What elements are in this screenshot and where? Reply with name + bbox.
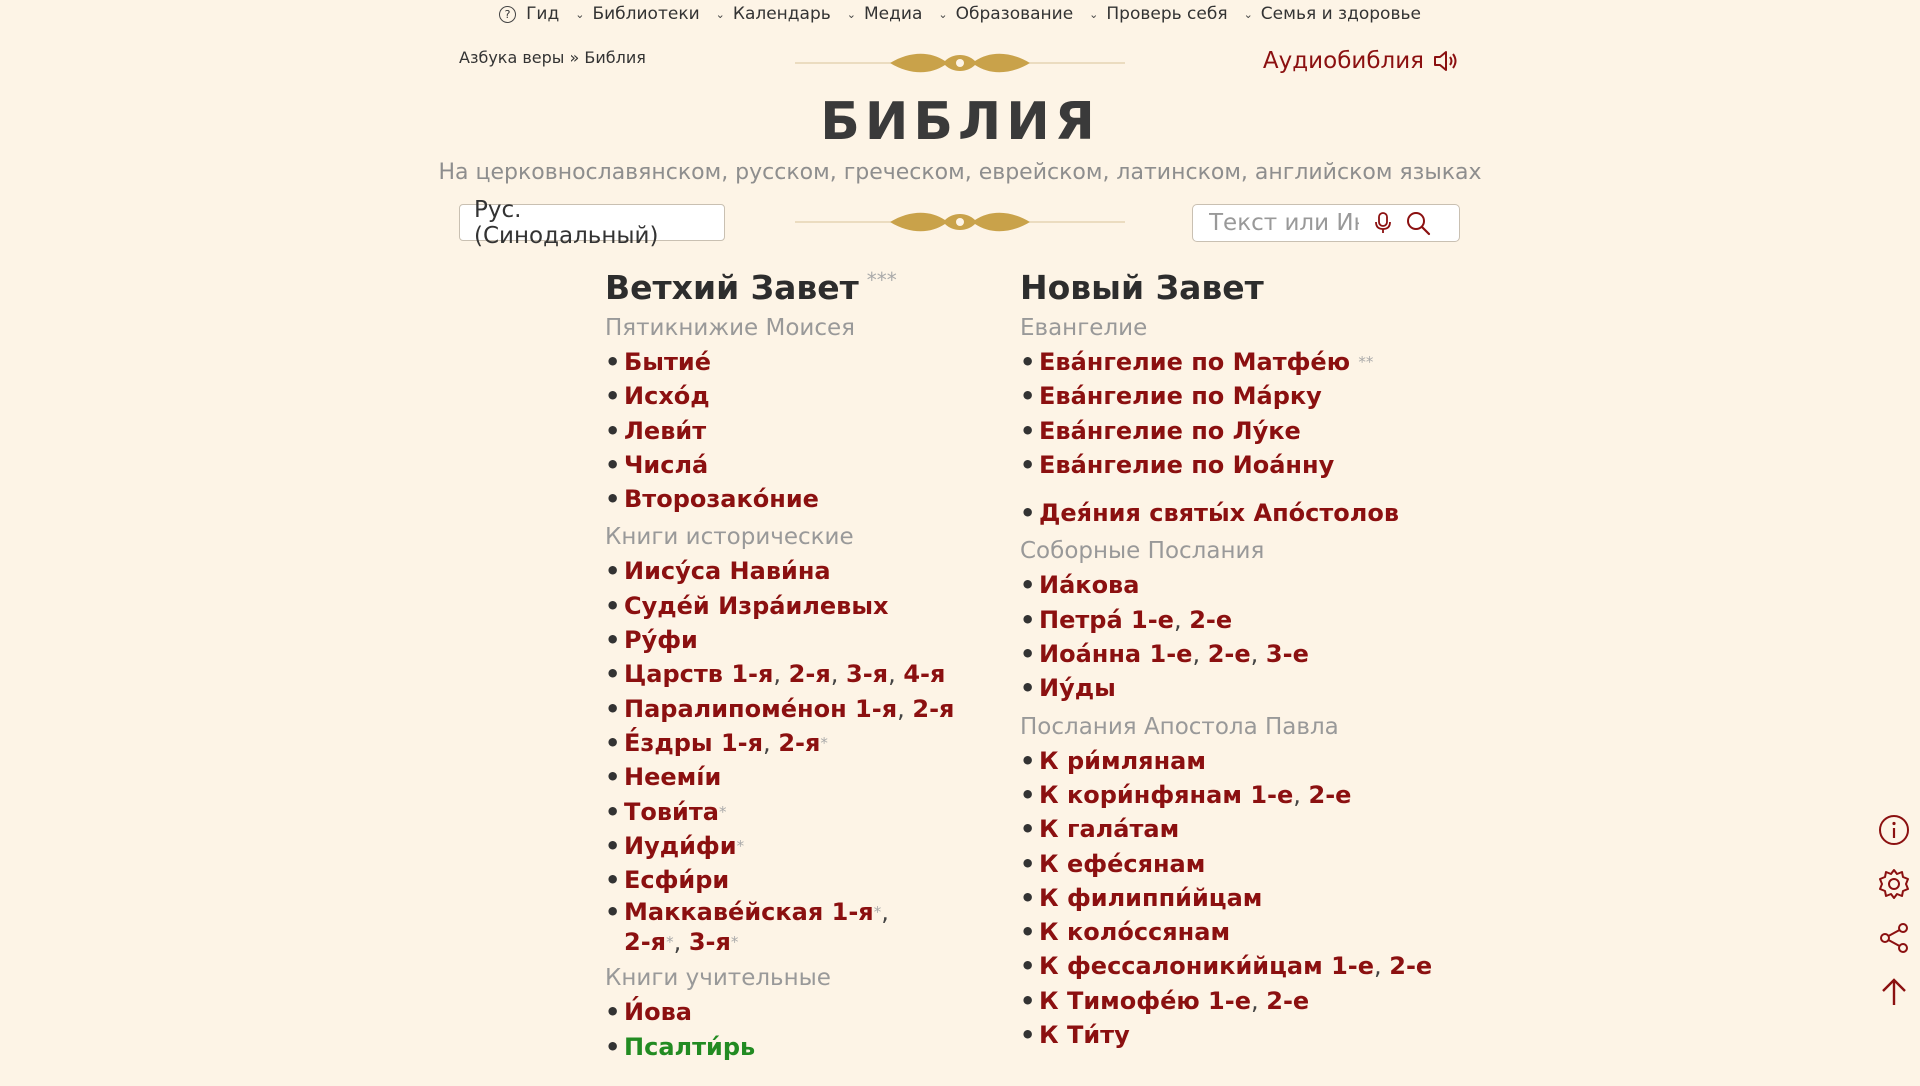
book-link[interactable]: Бытие́ <box>624 348 711 376</box>
non-canonical-star: * <box>730 933 739 952</box>
list-item: • Петра́ 1-е, 2-е <box>1020 603 1440 637</box>
book-link[interactable]: Иису́са Нави́на <box>624 557 831 586</box>
book-part-link[interactable]: 2-я <box>912 694 955 723</box>
book-part: 1-я <box>831 898 874 927</box>
book-link[interactable] <box>1039 606 1174 634</box>
list-item <box>1020 379 1440 413</box>
new-testament-column <box>1020 268 1440 1052</box>
book-link[interactable]: Тови́та <box>624 797 719 826</box>
nav-item-label: Образование <box>955 4 1074 24</box>
book-list-gospels <box>1020 345 1440 482</box>
chevron-down-icon: ⌄ <box>938 7 948 21</box>
book-part: 1-я <box>731 660 774 689</box>
new-testament-title: Новый Завет <box>1020 268 1264 307</box>
breadcrumb <box>459 48 646 67</box>
section-title-pentateuch: Пятикнижие Моисея <box>605 315 855 341</box>
section-title-historical: Книги исторические <box>605 524 854 551</box>
nav-item-libraries[interactable] <box>575 4 699 24</box>
list-item: • К Тимофе́ю 1-е, 2-е <box>1020 984 1440 1018</box>
list-item <box>1020 414 1440 448</box>
book-part-link[interactable]: 2-я <box>624 928 667 957</box>
list-item <box>1020 847 1440 881</box>
list-item <box>1020 915 1440 949</box>
old-testament-heading <box>605 268 995 307</box>
section-title-wisdom: Книги учительные <box>605 965 831 992</box>
book-link[interactable]: Есфи́ри <box>624 866 730 895</box>
book-link[interactable]: Ева́нгелие по Иоа́нну <box>1039 450 1335 479</box>
audio-bible-link[interactable] <box>1263 48 1460 74</box>
translation-select[interactable] <box>459 196 725 249</box>
search-input[interactable] <box>1207 209 1361 237</box>
gear-icon <box>1877 867 1911 901</box>
book-link[interactable]: Исхо́д <box>624 382 710 411</box>
list-item <box>605 482 995 516</box>
book-link[interactable]: Ева́нгелие по Ма́рку <box>1039 382 1322 411</box>
scroll-top-button[interactable] <box>1876 974 1912 1010</box>
book-part: 1-е <box>1131 605 1174 634</box>
list-item <box>1020 568 1440 602</box>
list-item <box>605 863 995 897</box>
translation-selected-value: Рус. (Синодальный) <box>474 196 659 249</box>
book-list-wisdom <box>605 995 995 1064</box>
chevron-down-icon: ⌄ <box>1243 7 1253 21</box>
section-title-gospels: Евангелие <box>1020 315 1148 341</box>
list-item: • Е́здры 1-я, 2-я* <box>605 726 995 760</box>
old-testament-stars: *** <box>866 268 897 292</box>
nav-item-education[interactable] <box>938 4 1073 24</box>
non-canonical-star: * <box>736 836 745 855</box>
list-item: • Иоа́нна 1-е, 2-е, 3-е <box>1020 637 1440 671</box>
list-item <box>605 760 995 794</box>
book-part-link[interactable]: 3-я <box>688 928 731 957</box>
nav-item-test-yourself[interactable] <box>1089 4 1227 24</box>
book-part-link[interactable]: 2-е <box>1189 605 1233 634</box>
book-link[interactable]: К коло́ссянам <box>1039 918 1231 947</box>
nav-item-family-health[interactable] <box>1244 4 1421 24</box>
list-item <box>605 345 995 379</box>
book-part-link[interactable]: 3-я <box>846 660 889 689</box>
book-link[interactable]: И́ова <box>624 998 692 1027</box>
nav-item-guide[interactable] <box>499 4 559 24</box>
share-icon <box>1877 921 1911 955</box>
nav-item-calendar[interactable] <box>716 4 831 24</box>
book-link[interactable]: Второзако́ние <box>624 485 819 514</box>
nav-item-label: Библиотеки <box>592 4 700 24</box>
book-link[interactable] <box>1039 640 1192 668</box>
nav-item-label: Календарь <box>732 4 831 24</box>
list-item: • Паралипоме́нон 1-я, 2-я <box>605 692 995 726</box>
chevron-down-icon: ⌄ <box>846 7 857 21</box>
arrow-up-icon <box>1877 975 1911 1009</box>
list-item <box>605 448 995 482</box>
old-testament-column <box>605 268 995 1064</box>
search-icon[interactable] <box>1405 210 1431 236</box>
nav-item-label: Семья и здоровье <box>1260 4 1421 24</box>
book-part: 1-я <box>855 694 898 723</box>
book-link[interactable]: Иа́кова <box>1039 571 1140 600</box>
list-item <box>605 829 995 863</box>
book-name: Петра́ <box>1039 605 1123 634</box>
non-canonical-star: * <box>873 903 882 922</box>
list-item <box>605 995 995 1029</box>
list-item <box>605 414 995 448</box>
share-button[interactable] <box>1876 920 1912 956</box>
nav-item-label: Гид <box>526 4 560 24</box>
book-link[interactable] <box>624 729 763 757</box>
nav-item-label: Медиа <box>864 4 923 24</box>
list-item <box>605 589 995 623</box>
list-item <box>1020 881 1440 915</box>
search-box <box>1192 204 1460 242</box>
book-link[interactable]: К ри́млянам <box>1039 746 1206 775</box>
book-part: 1-е <box>1331 952 1374 981</box>
top-navigation <box>0 0 1920 28</box>
section-title-catholic-epistles: Соборные Послания <box>1020 538 1265 565</box>
book-link[interactable] <box>624 660 773 688</box>
book-link[interactable] <box>1039 781 1293 809</box>
book-link[interactable]: Леви́т <box>624 416 707 445</box>
book-link[interactable] <box>1039 952 1374 980</box>
list-item <box>605 623 995 657</box>
book-part: 1-е <box>1208 986 1251 1015</box>
book-part-link[interactable]: 3-е <box>1265 640 1309 669</box>
list-item <box>1020 345 1440 379</box>
non-canonical-star: * <box>666 933 674 952</box>
book-name: К фессалоники́йцам <box>1039 952 1323 981</box>
info-icon <box>1877 813 1911 847</box>
book-part-link[interactable]: 4-я <box>903 660 946 689</box>
breadcrumb-separator: » <box>569 48 580 67</box>
book-link[interactable]: Ева́нгелие по Матфе́ю <box>1039 348 1351 376</box>
book-link[interactable]: Ева́нгелие по Лу́ке <box>1039 416 1301 445</box>
book-name: К кори́нфянам <box>1039 780 1242 809</box>
breadcrumb-home-link[interactable]: Азбука веры <box>459 48 565 67</box>
info-button[interactable] <box>1876 812 1912 848</box>
list-item <box>1020 1018 1440 1052</box>
book-name: Царств <box>624 660 723 689</box>
non-canonical-star: * <box>718 802 727 821</box>
book-link[interactable]: Суде́й Изра́илевых <box>624 591 889 620</box>
book-link[interactable] <box>1039 987 1251 1015</box>
page-title: БИБЛИЯ <box>820 92 1100 152</box>
list-item <box>1020 671 1440 705</box>
ornament-divider-icon <box>795 207 1125 237</box>
list-item: • К фессалоники́йцам 1-е, 2-е <box>1020 949 1440 983</box>
book-list-historical <box>605 554 995 957</box>
book-link[interactable]: Числа́ <box>624 450 709 479</box>
book-link[interactable]: К ефе́сянам <box>1039 849 1206 878</box>
chevron-down-icon: ⌄ <box>715 7 725 21</box>
chevron-down-icon: ⌄ <box>1089 7 1099 21</box>
book-name: К Тимофе́ю <box>1039 986 1200 1015</box>
book-part-link[interactable]: 2-я <box>778 728 821 757</box>
list-item: • Маккаве́йская 1-я*, 2-я*, 3-я* <box>605 897 995 957</box>
book-link[interactable]: К филиппи́йцам <box>1039 883 1263 912</box>
book-link[interactable]: Иу́ды <box>1039 674 1116 703</box>
book-part-link[interactable]: 2-я <box>788 660 831 689</box>
list-item <box>1020 744 1440 778</box>
book-list-acts <box>1020 496 1440 530</box>
microphone-icon[interactable] <box>1373 211 1393 235</box>
ornament-divider-icon <box>795 48 1125 78</box>
list-item <box>605 379 995 413</box>
book-link[interactable] <box>624 695 897 723</box>
page-subtitle: На церковнославянском, русском, греческом, еврейском, латинском, английском языках <box>438 160 1482 185</box>
book-part-link[interactable]: 2-е <box>1389 952 1433 981</box>
book-list-pentateuch <box>605 345 995 516</box>
list-item <box>1020 812 1440 846</box>
list-item: • К кори́нфянам 1-е, 2-е <box>1020 778 1440 812</box>
old-testament-title: Ветхий Завет <box>605 268 859 307</box>
settings-button[interactable] <box>1876 866 1912 902</box>
nav-item-label: Проверь себя <box>1106 4 1228 24</box>
breadcrumb-current: Библия <box>584 48 646 67</box>
book-name: Иоа́нна <box>1039 640 1142 669</box>
book-part: 1-е <box>1149 640 1193 669</box>
book-link[interactable] <box>624 898 874 926</box>
speaker-icon <box>1432 49 1460 73</box>
book-part: 1-я <box>720 728 764 757</box>
book-name: Е́здры <box>624 728 713 757</box>
audio-bible-label: Аудиобиблия <box>1262 48 1424 74</box>
non-canonical-star: * <box>820 733 828 752</box>
list-item <box>605 1030 995 1064</box>
book-link[interactable]: Дея́ния святы́х Апо́столов <box>1039 499 1400 528</box>
side-toolbar <box>1876 812 1912 1010</box>
section-title-pauline-epistles: Послания Апостола Павла <box>1020 713 1339 740</box>
book-part-link[interactable]: 2-е <box>1308 780 1352 809</box>
list-item: • Царств 1-я, 2-я, 3-я, 4-я <box>605 657 995 691</box>
book-name: Маккаве́йская <box>624 898 824 927</box>
chevron-down-icon: ⌄ <box>575 7 585 21</box>
list-item <box>605 795 995 829</box>
help-icon: ? <box>499 6 516 23</box>
list-item <box>1020 448 1440 482</box>
book-link[interactable]: Неемі́и <box>624 763 722 792</box>
list-item <box>605 554 995 588</box>
book-part-link[interactable]: 2-е <box>1266 986 1310 1015</box>
annotation-stars: ** <box>1358 353 1374 371</box>
list-item <box>1020 496 1440 530</box>
book-list-pauline-epistles <box>1020 744 1440 1053</box>
book-link[interactable]: Псалти́рь <box>624 1032 756 1061</box>
book-part: 1-е <box>1250 780 1294 809</box>
book-part-link[interactable]: 2-е <box>1207 640 1251 669</box>
nav-item-media[interactable] <box>847 4 923 24</box>
book-list-catholic-epistles <box>1020 568 1440 705</box>
book-link[interactable]: К Ти́ту <box>1039 1021 1130 1050</box>
book-link[interactable]: К гала́там <box>1039 815 1180 844</box>
book-name: Паралипоме́нон <box>624 694 847 723</box>
book-link[interactable]: Иуди́фи <box>624 831 737 860</box>
book-link[interactable]: Ру́фи <box>624 626 698 655</box>
